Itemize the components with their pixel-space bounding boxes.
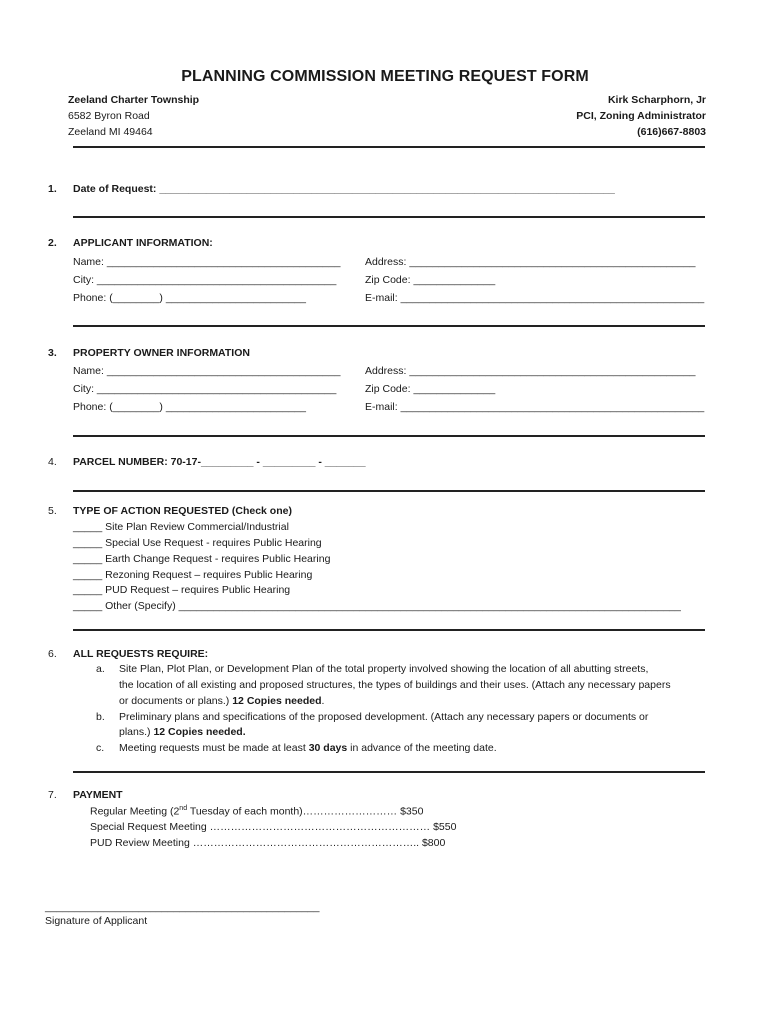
applicant-city-field[interactable]: City: _________________________________________ [73, 274, 337, 286]
action-heading: TYPE OF ACTION REQUESTED (Check one) [73, 505, 292, 517]
applicant-address-field[interactable]: Address: _________________________________________________ [365, 256, 696, 268]
applicant-heading: APPLICANT INFORMATION: [73, 237, 213, 249]
fee-pud-review: PUD Review Meeting ……………………………………………………….. $800 [90, 837, 446, 849]
applicant-zip-field[interactable]: Zip Code: ______________ [365, 274, 496, 286]
applicant-phone-field[interactable]: Phone: (________) ________________________ [73, 292, 306, 304]
requirement-a-line: or documents or plans.) 12 Copies needed. [119, 695, 325, 707]
divider [73, 490, 705, 492]
section-number: 4. [48, 456, 57, 468]
divider [73, 771, 705, 773]
section-number: 6. [48, 648, 57, 660]
action-option[interactable]: _____ Rezoning Request – requires Public Hearing [73, 569, 313, 581]
fee-special-request: Special Request Meeting ……………………………………………………… $550 [90, 821, 457, 833]
divider [73, 435, 705, 437]
action-option[interactable]: _____ PUD Request – requires Public Hearing [73, 584, 291, 596]
org-address-line1: 6582 Byron Road [68, 110, 150, 122]
requirement-a-line: the location of all existing and proposed structures, the types of buildings and their uses. (Attach any necessary papers [119, 679, 671, 691]
action-option[interactable]: _____ Earth Change Request - requires Public Hearing [73, 553, 331, 565]
owner-zip-field[interactable]: Zip Code: ______________ [365, 383, 496, 395]
contact-title: PCI, Zoning Administrator [576, 110, 706, 122]
owner-city-field[interactable]: City: _________________________________________ [73, 383, 337, 395]
date-of-request-field[interactable]: Date of Request: ______________________________________________________________________________ [73, 183, 615, 195]
section-number: 3. [48, 347, 57, 359]
action-option[interactable]: _____ Special Use Request - requires Public Hearing [73, 537, 322, 549]
applicant-name-field[interactable]: Name: ________________________________________ [73, 256, 341, 268]
requirement-b-line: plans.) 12 Copies needed. [119, 726, 246, 738]
owner-phone-field[interactable]: Phone: (________) ________________________ [73, 401, 306, 413]
contact-phone: (616)667-8803 [637, 126, 706, 138]
page-title: PLANNING COMMISSION MEETING REQUEST FORM [181, 68, 589, 85]
action-option[interactable]: _____ Other (Specify) ______________________________________________________________________________________ [73, 600, 681, 612]
contact-name: Kirk Scharphorn, Jr [607, 94, 706, 106]
section-number: 1. [48, 183, 57, 195]
section-number: 2. [48, 237, 57, 249]
fee-regular-meeting: Regular Meeting (2nd Tuesday of each month)……………………… $350 [90, 805, 424, 818]
requirement-a-line: Site Plan, Plot Plan, or Development Plan of the total property involved showing the location of all abutting streets, [119, 663, 649, 675]
owner-heading: PROPERTY OWNER INFORMATION [73, 347, 250, 359]
signature-line[interactable]: _______________________________________________ [45, 901, 320, 913]
divider [73, 146, 705, 148]
payment-heading: PAYMENT [73, 789, 123, 801]
owner-name-field[interactable]: Name: ________________________________________ [73, 365, 341, 377]
administrator-info [576, 92, 706, 140]
owner-email-field[interactable]: E-mail: ____________________________________________________ [365, 401, 705, 413]
section-number: 5. [48, 505, 57, 517]
requirement-b-line: Preliminary plans and specifications of the proposed development. (Attach any necessary papers or documents or [119, 711, 649, 723]
divider [73, 216, 705, 218]
signature-label: Signature of Applicant [45, 915, 148, 927]
list-letter: c. [96, 742, 105, 754]
section-number: 7. [48, 789, 57, 801]
divider [73, 325, 705, 327]
township-info [68, 92, 199, 140]
action-option[interactable]: _____ Site Plan Review Commercial/Industrial [73, 521, 289, 533]
owner-address-field[interactable]: Address: _________________________________________________ [365, 365, 696, 377]
parcel-number-field[interactable]: PARCEL NUMBER: 70-17-_________ - _________ - _______ [73, 456, 366, 468]
divider [73, 629, 705, 631]
requirement-c-line: Meeting requests must be made at least 30 days in advance of the meeting date. [119, 742, 497, 754]
org-name: Zeeland Charter Township [68, 94, 200, 106]
requirements-heading: ALL REQUESTS REQUIRE: [73, 648, 209, 660]
list-letter: a. [96, 663, 105, 675]
list-letter: b. [96, 711, 105, 723]
org-address-line2: Zeeland MI 49464 [68, 126, 153, 138]
applicant-email-field[interactable]: E-mail: ____________________________________________________ [365, 292, 705, 304]
